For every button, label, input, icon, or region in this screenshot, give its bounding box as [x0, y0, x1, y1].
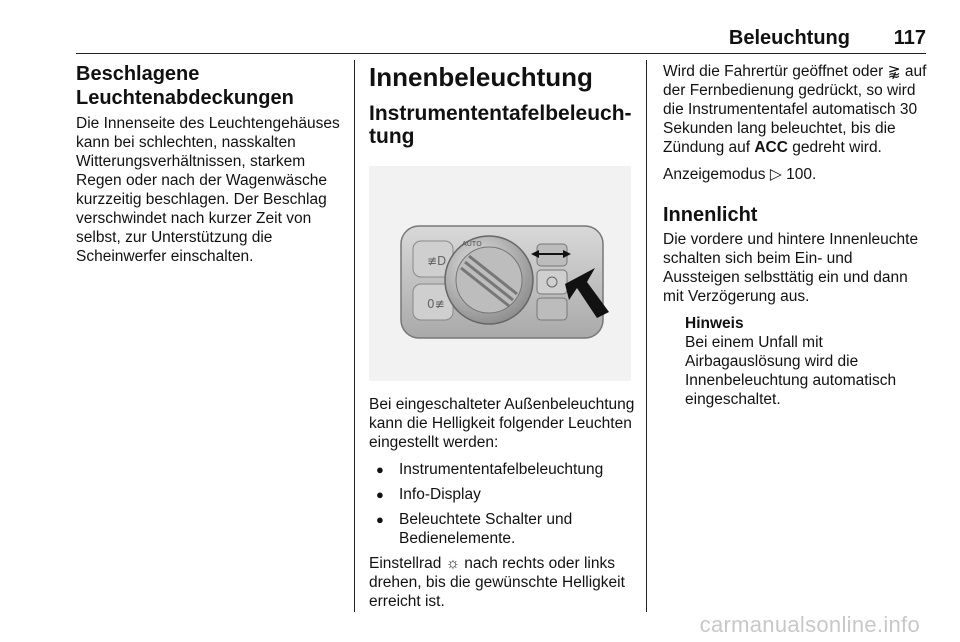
light-switch-illustration — [369, 166, 631, 381]
column-middle — [369, 62, 637, 619]
paragraph-fogged-lamps: Die Innenseite des Leuchtengehäuses kann bei schlechten, nasskalten Witterungsverhältnissen, starkem Regen oder nach der Wagenwäsche kurzzeitig beschlagen. Der Beschlag verschwindet nach kurzer Zeit von selbst, zur Unterstützung die Scheinwerfer einschalten. — [76, 115, 340, 265]
column-left — [76, 62, 348, 274]
section-heading-interior-lighting: Innenbeleuchtung — [369, 62, 593, 92]
paragraph-dial-instructions — [369, 554, 637, 611]
p1-post: gedreht wird. — [792, 139, 882, 156]
section-heading-interior-light: Innenlicht — [663, 204, 758, 226]
list-adjustable-lights — [369, 460, 637, 548]
subheading-line-2: tung — [369, 125, 415, 148]
light-switch-figure — [369, 166, 631, 381]
dial-text-post: nach rechts oder links drehen, bis die gewünschte Helligkeit erreicht ist. — [369, 555, 625, 610]
list-item: ● Beleuchtete Schalter und Bedienelemente. — [369, 510, 637, 548]
header-rule — [76, 53, 926, 54]
dial-text-pre: Einstellrad — [369, 555, 442, 572]
subheading-instrument-panel-lighting — [369, 102, 637, 148]
page-header-title: Beleuchtung — [728, 27, 850, 49]
column-divider-2 — [646, 60, 647, 612]
page-number: 117 — [893, 27, 926, 49]
brightness-dial-icon: ☼ — [445, 555, 460, 572]
paragraph-brightness-intro: Bei eingeschalteter Außenbeleuchtung kann die Helligkeit folgender Leuchten eingestellt werden: — [369, 396, 635, 451]
p1-mid: auf der Fernbedienung gedrückt, so wird die Instrumententafel automatisch 30 Sekunden lang beleuchtet, bis die Zündung auf — [663, 63, 927, 156]
watermark: carmanualsonline.info — [699, 612, 920, 637]
p1-pre: Wird die Fahrertür geöffnet oder — [663, 63, 884, 80]
paragraph-auto-illumination — [663, 62, 931, 157]
heading-line-1: Beschlagene — [76, 63, 200, 85]
column-right — [663, 62, 931, 409]
note-text: Bei einem Unfall mit Airbagauslösung wird die Innenbeleuchtung automatisch eingeschaltet. — [685, 334, 897, 408]
note-box — [685, 314, 931, 409]
remote-unlock-icon: ⪊ — [887, 63, 901, 80]
list-item: ● Instrumententafelbeleuchtung — [369, 460, 637, 479]
column-divider-1 — [354, 60, 355, 612]
paragraph-interior-light: Die vordere und hintere Innenleuchte schalten sich beim Ein- und Aussteigen selbsttätig ein und dann mit Verzögerung aus. — [663, 231, 919, 305]
heading-line-2: Leuchtenabdeckungen — [76, 87, 294, 109]
note-title: Hinweis — [685, 315, 744, 332]
svg-text:≢D: ≢D — [427, 254, 447, 268]
paragraph-display-mode-ref — [663, 165, 931, 184]
figure-label-auto: AUTO — [462, 240, 482, 248]
section-heading-fogged-lamps — [76, 62, 348, 110]
display-mode-text: Anzeigemodus — [663, 166, 766, 183]
list-item: ● Info-Display — [369, 485, 637, 504]
svg-text:0≢: 0≢ — [427, 297, 445, 311]
page-reference-number: 100. — [786, 166, 817, 183]
page-reference-icon: ▷ — [769, 166, 782, 183]
acc-label: ACC — [754, 139, 788, 156]
subheading-line-1: Instrumententafelbeleuch- — [369, 102, 632, 125]
